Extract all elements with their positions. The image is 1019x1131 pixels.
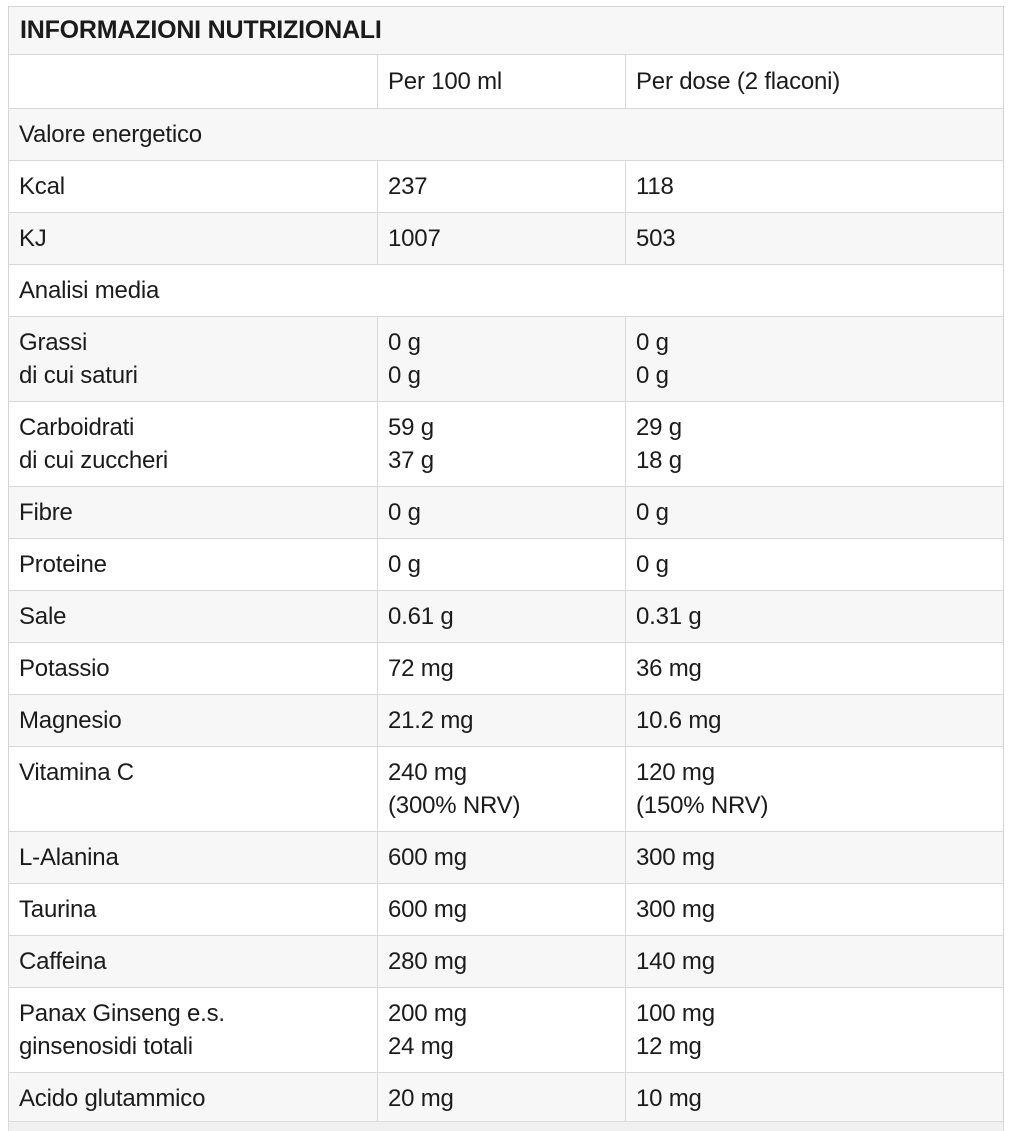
nutrient-row [9, 883, 1003, 935]
nutrient-row [9, 694, 1003, 746]
cell-line: Fibre [19, 499, 73, 526]
per-dose-value [625, 317, 1003, 401]
section-label [9, 109, 1003, 160]
nutrient-label [9, 643, 377, 694]
cell-line: Caffeina [19, 948, 107, 975]
per-100ml-value [377, 936, 625, 987]
cell-line: 72 mg [388, 655, 454, 682]
per-dose-value [625, 539, 1003, 590]
cell-line: Acido glutammico [19, 1085, 206, 1112]
cell-line: ginsenosidi totali [19, 1033, 193, 1060]
cell-line: 36 mg [636, 655, 702, 682]
cell-line: di cui zuccheri [19, 447, 169, 474]
cell-line: 0 g [636, 499, 669, 526]
per-dose-value [625, 832, 1003, 883]
cell-line: 600 mg [388, 896, 467, 923]
nutrient-label [9, 539, 377, 590]
per-100ml-value [377, 161, 625, 212]
cell-line: 59 g [388, 414, 434, 441]
per-100ml-value [377, 695, 625, 746]
cell-line: 237 [388, 173, 428, 200]
cell-line: 280 mg [388, 948, 467, 975]
cell-line: 200 mg [388, 1000, 467, 1027]
per-dose-value [625, 643, 1003, 694]
cell-line: 0.61 g [388, 603, 454, 630]
nutrient-row [9, 642, 1003, 694]
cell-line: 21.2 mg [388, 707, 474, 734]
per-100ml-value [377, 832, 625, 883]
per-dose-value [625, 591, 1003, 642]
per-100ml-value [377, 591, 625, 642]
cell-line: Proteine [19, 551, 107, 578]
per-100ml-value [377, 402, 625, 486]
nutrient-row [9, 590, 1003, 642]
nutrient-row [9, 746, 1003, 831]
per-100ml-value [377, 643, 625, 694]
nutrient-row [9, 160, 1003, 212]
nutrient-row [9, 1072, 1003, 1124]
section-row [9, 264, 1003, 316]
cell-line: 0 g [388, 362, 421, 389]
cell-line: 0 g [388, 551, 421, 578]
cell-line: 0 g [388, 499, 421, 526]
nutrient-row [9, 987, 1003, 1072]
cell-line: 140 mg [636, 948, 715, 975]
cell-line: di cui saturi [19, 362, 138, 389]
cell-line: Potassio [19, 655, 110, 682]
cell-line: Sale [19, 603, 67, 630]
cell-line: 600 mg [388, 844, 467, 871]
cell-line: 100 mg [636, 1000, 715, 1027]
nutrient-label [9, 936, 377, 987]
cell-line: Kcal [19, 173, 65, 200]
per-dose-value [625, 213, 1003, 264]
nutrient-label [9, 402, 377, 486]
per-100ml-value [377, 539, 625, 590]
cell-line: L-Alanina [19, 844, 119, 871]
per-dose-value [625, 695, 1003, 746]
nutrient-label [9, 832, 377, 883]
cell-line: 240 mg [388, 759, 467, 786]
nutrient-row [9, 401, 1003, 486]
per-100ml-value [377, 884, 625, 935]
cell-line: Magnesio [19, 707, 122, 734]
cell-line: 0 g [388, 329, 421, 356]
cell-line: 0 g [636, 329, 669, 356]
cell-line: 10.6 mg [636, 707, 722, 734]
cell-line: 120 mg [636, 759, 715, 786]
per-dose-value [625, 747, 1003, 831]
nutrient-row [9, 316, 1003, 401]
cell-line: (300% NRV) [388, 792, 521, 819]
nutrient-label [9, 747, 377, 831]
nutrient-label [9, 1073, 377, 1124]
section-row [9, 108, 1003, 160]
cell-line: 0 g [636, 551, 669, 578]
cell-line: 300 mg [636, 896, 715, 923]
column-header-row [9, 54, 1003, 108]
nutrient-label [9, 161, 377, 212]
cell-line: 18 g [636, 447, 682, 474]
per-100ml-value [377, 317, 625, 401]
nutrient-row [9, 538, 1003, 590]
per-100ml-value [377, 747, 625, 831]
cell-line: Taurina [19, 896, 97, 923]
cell-line: KJ [19, 225, 47, 252]
per-100ml-value [377, 1073, 625, 1124]
nutrient-label [9, 695, 377, 746]
per-dose-value [625, 988, 1003, 1072]
next-section-partial-row [8, 1121, 1004, 1131]
cell-line: 0 g [636, 362, 669, 389]
section-label [9, 265, 1003, 316]
cell-line: Valore energetico [19, 121, 202, 148]
nutrient-label [9, 213, 377, 264]
nutrient-label [9, 591, 377, 642]
per-dose-value [625, 1073, 1003, 1124]
nutrient-row [9, 935, 1003, 987]
per-100ml-value [377, 988, 625, 1072]
cell-line: 118 [636, 173, 674, 200]
cell-line: 24 mg [388, 1033, 454, 1060]
per-dose-value [625, 402, 1003, 486]
per-dose-value [625, 936, 1003, 987]
per-100ml-value [377, 213, 625, 264]
cell-line: 29 g [636, 414, 682, 441]
nutrient-row [9, 486, 1003, 538]
nutrient-label [9, 884, 377, 935]
cell-line: (150% NRV) [636, 792, 769, 819]
nutrition-table [8, 6, 1004, 1125]
cell-line: 37 g [388, 447, 434, 474]
cell-line: 300 mg [636, 844, 715, 871]
cell-line: 12 mg [636, 1033, 702, 1060]
per-dose-value [625, 487, 1003, 538]
cell-line: 503 [636, 225, 676, 252]
cell-line: Panax Ginseng e.s. [19, 1000, 225, 1027]
column-header-empty [9, 55, 377, 108]
column-header-per-100ml: Per 100 ml [377, 55, 625, 108]
cell-line: 0.31 g [636, 603, 702, 630]
column-header-per-dose: Per dose (2 flaconi) [625, 55, 1003, 108]
nutrient-row [9, 831, 1003, 883]
cell-line: Carboidrati [19, 414, 135, 441]
cell-line: 20 mg [388, 1085, 454, 1112]
cell-line: 10 mg [636, 1085, 702, 1112]
cell-line: Analisi media [19, 277, 160, 304]
nutrient-label [9, 317, 377, 401]
per-dose-value [625, 884, 1003, 935]
per-dose-value [625, 161, 1003, 212]
per-100ml-value [377, 487, 625, 538]
nutrient-label [9, 988, 377, 1072]
nutrient-row [9, 212, 1003, 264]
table-title-row [9, 7, 1003, 54]
cell-line: Grassi [19, 329, 88, 356]
cell-line: 1007 [388, 225, 441, 252]
nutrient-label [9, 487, 377, 538]
cell-line: Vitamina C [19, 759, 134, 786]
table-title: INFORMAZIONI NUTRIZIONALI [20, 16, 382, 44]
